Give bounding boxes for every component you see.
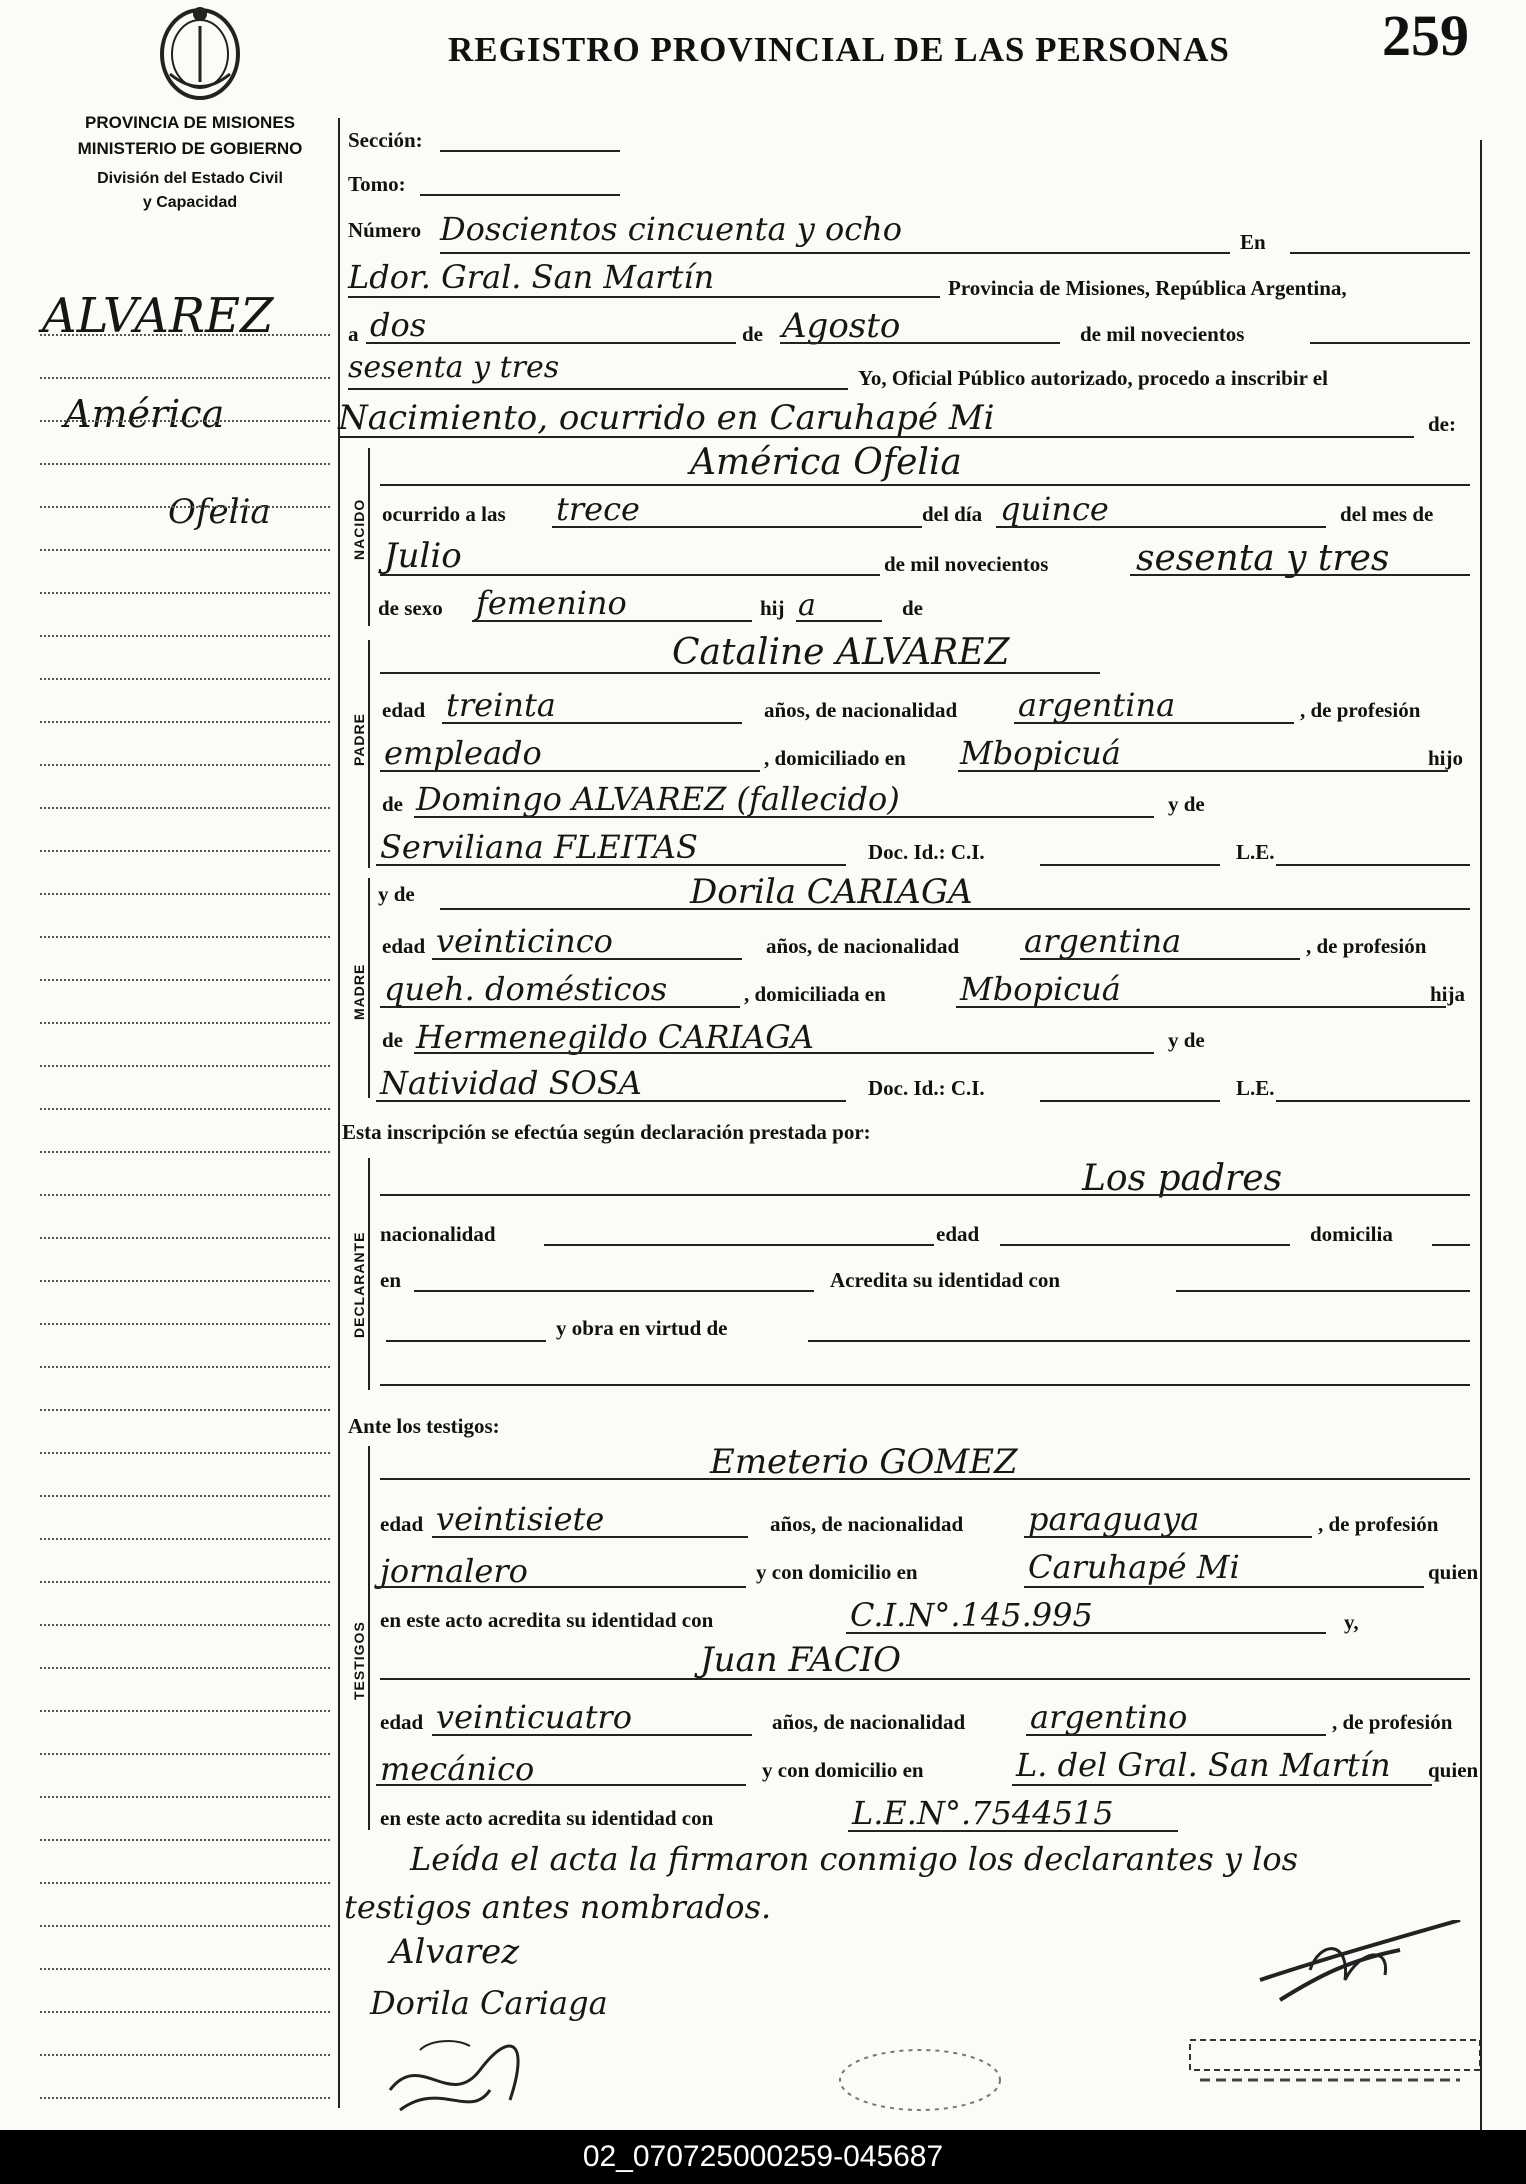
testigos-label: TESTIGOS: [351, 1621, 367, 1700]
madre-doc-label: Doc. Id.: C.I.: [868, 1076, 985, 1100]
sidebar-dotted-line: [40, 1194, 330, 1196]
madre-prof: queh. domésticos: [384, 970, 668, 1008]
sidebar-dotted-line: [40, 1280, 330, 1282]
dia-value: dos: [370, 306, 427, 344]
de-mil-label: de mil novecientos: [1080, 322, 1245, 346]
t2-prof-label: , de profesión: [1332, 1710, 1453, 1734]
sidebar-dotted-line: [40, 1882, 330, 1884]
en2-label: en: [380, 1268, 401, 1292]
sidebar-dotted-line: [40, 1151, 330, 1153]
page-number: 259: [1382, 3, 1469, 68]
madre-y-de-label: y de: [378, 882, 415, 906]
division-label: División del Estado Civil: [97, 170, 283, 187]
madre-le-line: [1276, 1100, 1470, 1102]
page-title: REGISTRO PROVINCIAL DE LAS PERSONAS: [448, 30, 1230, 69]
nacido-bracket: [368, 448, 370, 626]
nacido-nombre: América Ofelia: [690, 442, 962, 483]
sidebar-dotted-line: [40, 334, 330, 336]
sidebar-dotted-line: [40, 1925, 330, 1927]
madre-dom: Mbopicuá: [960, 970, 1121, 1008]
madre-edad-line: [432, 958, 742, 960]
firma-madre: Dorila Cariaga: [370, 1984, 608, 2022]
t1-prof-label: , de profesión: [1318, 1512, 1439, 1536]
ocurrido-label: ocurrido a las: [382, 502, 506, 526]
lugar-line: [348, 296, 940, 298]
numero-line: [440, 252, 1230, 254]
hij-line: [796, 620, 882, 622]
testigo1-nombre: Emeterio GOMEZ: [710, 1442, 1018, 1482]
sidebar-dotted-line: [40, 678, 330, 680]
madre-nac-line: [1020, 958, 1300, 960]
sidebar-name-1: América: [64, 392, 225, 436]
t1-quien-label: quien: [1428, 1560, 1479, 1584]
sidebar-dotted-line: [40, 1366, 330, 1368]
sidebar-dotted-line: [40, 1538, 330, 1540]
t1-este-acto-label: en este acto acredita su identidad con: [380, 1608, 714, 1632]
nacionalidad-label: nacionalidad: [380, 1222, 496, 1246]
yo-label: Yo, Oficial Público autorizado, procedo a inscribir el: [858, 366, 1328, 390]
sidebar-dotted-line: [40, 1409, 330, 1411]
padre-le-label: L.E.: [1236, 840, 1275, 864]
en-label: En: [1240, 230, 1266, 254]
sidebar-dotted-line: [40, 1753, 330, 1755]
padre-prof: empleado: [384, 734, 542, 772]
t1-edad-label: edad: [380, 1512, 424, 1536]
padre-label: PADRE: [351, 713, 367, 766]
declarante-label: DECLARANTE: [351, 1231, 367, 1338]
testigos-bracket: [368, 1446, 370, 1830]
t2-prof-line: [376, 1784, 746, 1786]
obra-label: y obra en virtud de: [556, 1316, 728, 1340]
sidebar-dotted-line: [40, 2054, 330, 2056]
padre-dom: Mbopicuá: [960, 734, 1121, 772]
madre-dom-label: , domiciliada en: [744, 982, 886, 1006]
sidebar-dotted-line: [40, 1968, 330, 1970]
padre-edad-line: [442, 722, 742, 724]
en2-line: [414, 1290, 814, 1292]
sidebar-dotted-line: [40, 1065, 330, 1067]
t2-quien-label: quien: [1428, 1758, 1479, 1782]
padre-doc-line: [1040, 864, 1220, 866]
t2-nac: argentino: [1030, 1698, 1188, 1736]
t2-prof: mecánico: [380, 1750, 535, 1788]
hij-label: hij: [760, 596, 785, 620]
sidebar-dotted-line: [40, 1581, 330, 1583]
padre-line: [380, 672, 1100, 674]
sidebar-dotted-line: [40, 1710, 330, 1712]
nacido-label: NACIDO: [351, 498, 367, 560]
t1-nac: paraguaya: [1028, 1500, 1200, 1538]
t1-prof: jornalero: [380, 1552, 528, 1590]
t2-id-line: [848, 1830, 1178, 1832]
inscribir-line: [338, 436, 1414, 438]
hora-value: trece: [556, 490, 640, 528]
mes-value: Agosto: [782, 306, 901, 346]
sidebar-dotted-line: [40, 936, 330, 938]
sidebar-dotted-line: [40, 850, 330, 852]
padre-padre: Domingo ALVAREZ (fallecido): [416, 780, 900, 818]
sidebar-dotted-line: [40, 1452, 330, 1454]
sidebar-dotted-line: [40, 721, 330, 723]
anio-nac-line: [1130, 574, 1470, 576]
t1-dom-line: [1024, 1586, 1424, 1588]
signature-scribbles: [360, 1920, 1480, 2130]
madre-nombre: Dorila CARIAGA: [690, 872, 973, 912]
t1-prof-line: [376, 1586, 746, 1588]
padre-de-label: de: [382, 792, 403, 816]
t2-nac-line: [1026, 1734, 1326, 1736]
testigos-heading: Ante los testigos:: [348, 1414, 500, 1438]
padre-nombre: Cataline ALVAREZ: [672, 632, 1010, 673]
madre-nac: argentina: [1024, 922, 1182, 960]
anio-nac-value: sesenta y tres: [1136, 538, 1390, 579]
padre-dom-line: [958, 770, 1448, 772]
madre-edad-label: edad: [382, 934, 426, 958]
domicilia-label: domicilia: [1310, 1222, 1393, 1246]
madre-anos-label: años, de nacionalidad: [766, 934, 960, 958]
padre-prof-line: [380, 770, 760, 772]
province-label: PROVINCIA DE MISIONES: [84, 113, 295, 132]
madre-madre-line: [376, 1100, 846, 1102]
padre-edad: treinta: [446, 686, 556, 724]
a-label: a: [348, 322, 359, 346]
sexo-line: [472, 620, 752, 622]
madre-prof-label: , de profesión: [1306, 934, 1427, 958]
padre-hijo-label: hijo: [1428, 746, 1464, 770]
firma-padre: Alvarez: [390, 1932, 520, 1972]
sidebar-dotted-line: [40, 2097, 330, 2099]
madre-madre: Natividad SOSA: [380, 1064, 642, 1102]
sexo-value: femenino: [476, 584, 627, 622]
testigo1-line: [380, 1478, 1470, 1480]
del-dia-label: del día: [922, 502, 983, 526]
obra-line-2: [808, 1340, 1470, 1342]
sidebar-dotted-line: [40, 1495, 330, 1497]
sidebar-dotted-line: [40, 2011, 330, 2013]
sidebar-dotted-line: [40, 1624, 330, 1626]
testigo2-nombre: Juan FACIO: [700, 1640, 902, 1680]
nacionalidad-line: [544, 1244, 934, 1246]
padre-madre: Serviliana FLEITAS: [380, 828, 698, 866]
testigo2-line: [380, 1678, 1470, 1680]
padre-le-line: [1276, 864, 1470, 866]
coat-of-arms-icon: [150, 4, 250, 104]
seccion-line: [440, 150, 620, 152]
madre-line: [440, 908, 1470, 910]
madre-label: MADRE: [351, 963, 367, 1020]
mes-nac-line: [380, 574, 880, 576]
numero-label: Número: [348, 218, 422, 242]
sexo-label: de sexo: [378, 596, 443, 620]
madre-bracket: [368, 878, 370, 1098]
cierre-linea-2: testigos antes nombrados.: [344, 1888, 772, 1926]
declarante-nombre: Los padres: [1082, 1158, 1283, 1199]
cierre-linea-1: Leída el acta la firmaron conmigo los declarantes y los: [410, 1840, 1299, 1878]
sidebar-dotted-line: [40, 893, 330, 895]
de-mil2-label: de mil novecientos: [884, 552, 1049, 576]
tomo-line: [420, 194, 620, 196]
madre-le-label: L.E.: [1236, 1076, 1275, 1100]
declaracion-label: Esta inscripción se efectúa según declaración prestada por:: [342, 1120, 871, 1144]
mes-nac-value: Julio: [384, 536, 462, 576]
t2-dom-label: y con domicilio en: [762, 1758, 924, 1782]
t2-dom: L. del Gral. San Martín: [1016, 1746, 1391, 1784]
t1-edad-line: [432, 1536, 748, 1538]
nacido-line: [380, 484, 1470, 486]
madre-doc-line: [1040, 1100, 1220, 1102]
t2-dom-line: [1012, 1784, 1432, 1786]
padre-nac-line: [1014, 722, 1294, 724]
madre-y-de2-label: y de: [1168, 1028, 1205, 1052]
dia-line: [366, 342, 736, 344]
madre-prof-line: [380, 1006, 740, 1008]
obra-line-1: [386, 1340, 546, 1342]
padre-bracket: [368, 640, 370, 868]
t2-edad: veinticuatro: [436, 1698, 632, 1736]
acredita-label: Acredita su identidad con: [830, 1268, 1061, 1292]
t1-dom: Caruhapé Mi: [1028, 1548, 1240, 1586]
padre-madre-line: [376, 864, 846, 866]
t2-id: L.E.N°.7544515: [852, 1794, 1114, 1832]
madre-edad: veinticinco: [436, 922, 613, 960]
sidebar-dotted-line: [40, 463, 330, 465]
edad2-line: [1000, 1244, 1290, 1246]
sidebar-dotted-line: [40, 979, 330, 981]
t1-y-label: y,: [1344, 1610, 1359, 1634]
seccion-label: Sección:: [348, 128, 423, 152]
padre-nac: argentina: [1018, 686, 1176, 724]
sidebar-dotted-line: [40, 807, 330, 809]
sidebar-dotted-line: [40, 764, 330, 766]
padre-y-de-label: y de: [1168, 792, 1205, 816]
tomo-label: Tomo:: [348, 172, 406, 196]
sidebar-surname: ALVAREZ: [42, 288, 274, 344]
lugar-value: Ldor. Gral. San Martín: [348, 258, 715, 296]
mes-line: [780, 342, 1060, 344]
padre-prof-label: , de profesión: [1300, 698, 1421, 722]
sidebar-dotted-line: [40, 1839, 330, 1841]
declarante-end-line: [380, 1384, 1470, 1386]
en-line: [1290, 252, 1470, 254]
madre-dom-line: [956, 1006, 1446, 1008]
t2-anos-label: años, de nacionalidad: [772, 1710, 966, 1734]
dia-nac-line: [996, 526, 1326, 528]
declarante-bracket: [368, 1158, 370, 1390]
t1-id: C.I.N°.145.995: [850, 1596, 1093, 1634]
t1-anos-label: años, de nacionalidad: [770, 1512, 964, 1536]
dia-nac-value: quince: [1000, 490, 1109, 528]
t2-edad-line: [432, 1734, 752, 1736]
sidebar-dotted-line: [40, 506, 330, 508]
sidebar-dotted-line: [40, 1667, 330, 1669]
sidebar-dotted-line: [40, 549, 330, 551]
ministry-label: MINISTERIO DE GOBIERNO: [77, 139, 303, 158]
padre-padre-line: [414, 816, 1154, 818]
sidebar-dotted-line: [40, 1022, 330, 1024]
sidebar-dotted-line: [40, 420, 330, 422]
padre-doc-label: Doc. Id.: C.I.: [868, 840, 985, 864]
madre-padre-line: [414, 1052, 1154, 1054]
sidebar-dotted-line: [40, 1323, 330, 1325]
del-mes-label: del mes de: [1340, 502, 1434, 526]
de-colon-label: de:: [1428, 412, 1456, 436]
edad2-label: edad: [936, 1222, 980, 1246]
madre-padre: Hermenegildo CARIAGA: [416, 1018, 814, 1056]
hij-de-label: de: [902, 596, 923, 620]
madre-hija-label: hija: [1430, 982, 1466, 1006]
madre-de-label: de: [382, 1028, 403, 1052]
division-label-2: y Capacidad: [142, 194, 238, 211]
inscribir-value: Nacimiento, ocurrido en Caruhapé Mi: [338, 398, 995, 438]
padre-dom-label: , domiciliado en: [764, 746, 906, 770]
numero-value: Doscientos cincuenta y ocho: [440, 210, 903, 248]
domicilia-line: [1432, 1244, 1470, 1246]
de-label: de: [742, 322, 763, 346]
sidebar-dotted-line: [40, 635, 330, 637]
anio-line-1: [1310, 342, 1470, 344]
sidebar-dotted-line: [40, 592, 330, 594]
sidebar-dotted-line: [40, 1108, 330, 1110]
provincia-label: Provincia de Misiones, República Argentina,: [948, 276, 1347, 300]
sidebar-dotted-line: [40, 1237, 330, 1239]
sidebar-name-2: Ofelia: [168, 492, 271, 532]
t2-este-acto-label: en este acto acredita su identidad con: [380, 1806, 714, 1830]
hij-suffix: a: [798, 588, 816, 623]
hora-line: [552, 526, 922, 528]
padre-anos-label: años, de nacionalidad: [764, 698, 958, 722]
padre-edad-label: edad: [382, 698, 426, 722]
t1-edad: veintisiete: [436, 1500, 605, 1538]
anio-value: sesenta y tres: [348, 350, 560, 385]
t1-nac-line: [1024, 1536, 1312, 1538]
t2-edad-label: edad: [380, 1710, 424, 1734]
anio-line: [348, 388, 848, 390]
declarante-line: [380, 1194, 1470, 1196]
acredita-line: [1176, 1290, 1470, 1292]
document-id-bar: 02_070725000259-045687: [0, 2130, 1526, 2184]
t1-id-line: [846, 1632, 1326, 1634]
sidebar-dotted-line: [40, 377, 330, 379]
sidebar-dotted-line: [40, 1796, 330, 1798]
t1-dom-label: y con domicilio en: [756, 1560, 918, 1584]
right-border: [1480, 140, 1482, 2130]
